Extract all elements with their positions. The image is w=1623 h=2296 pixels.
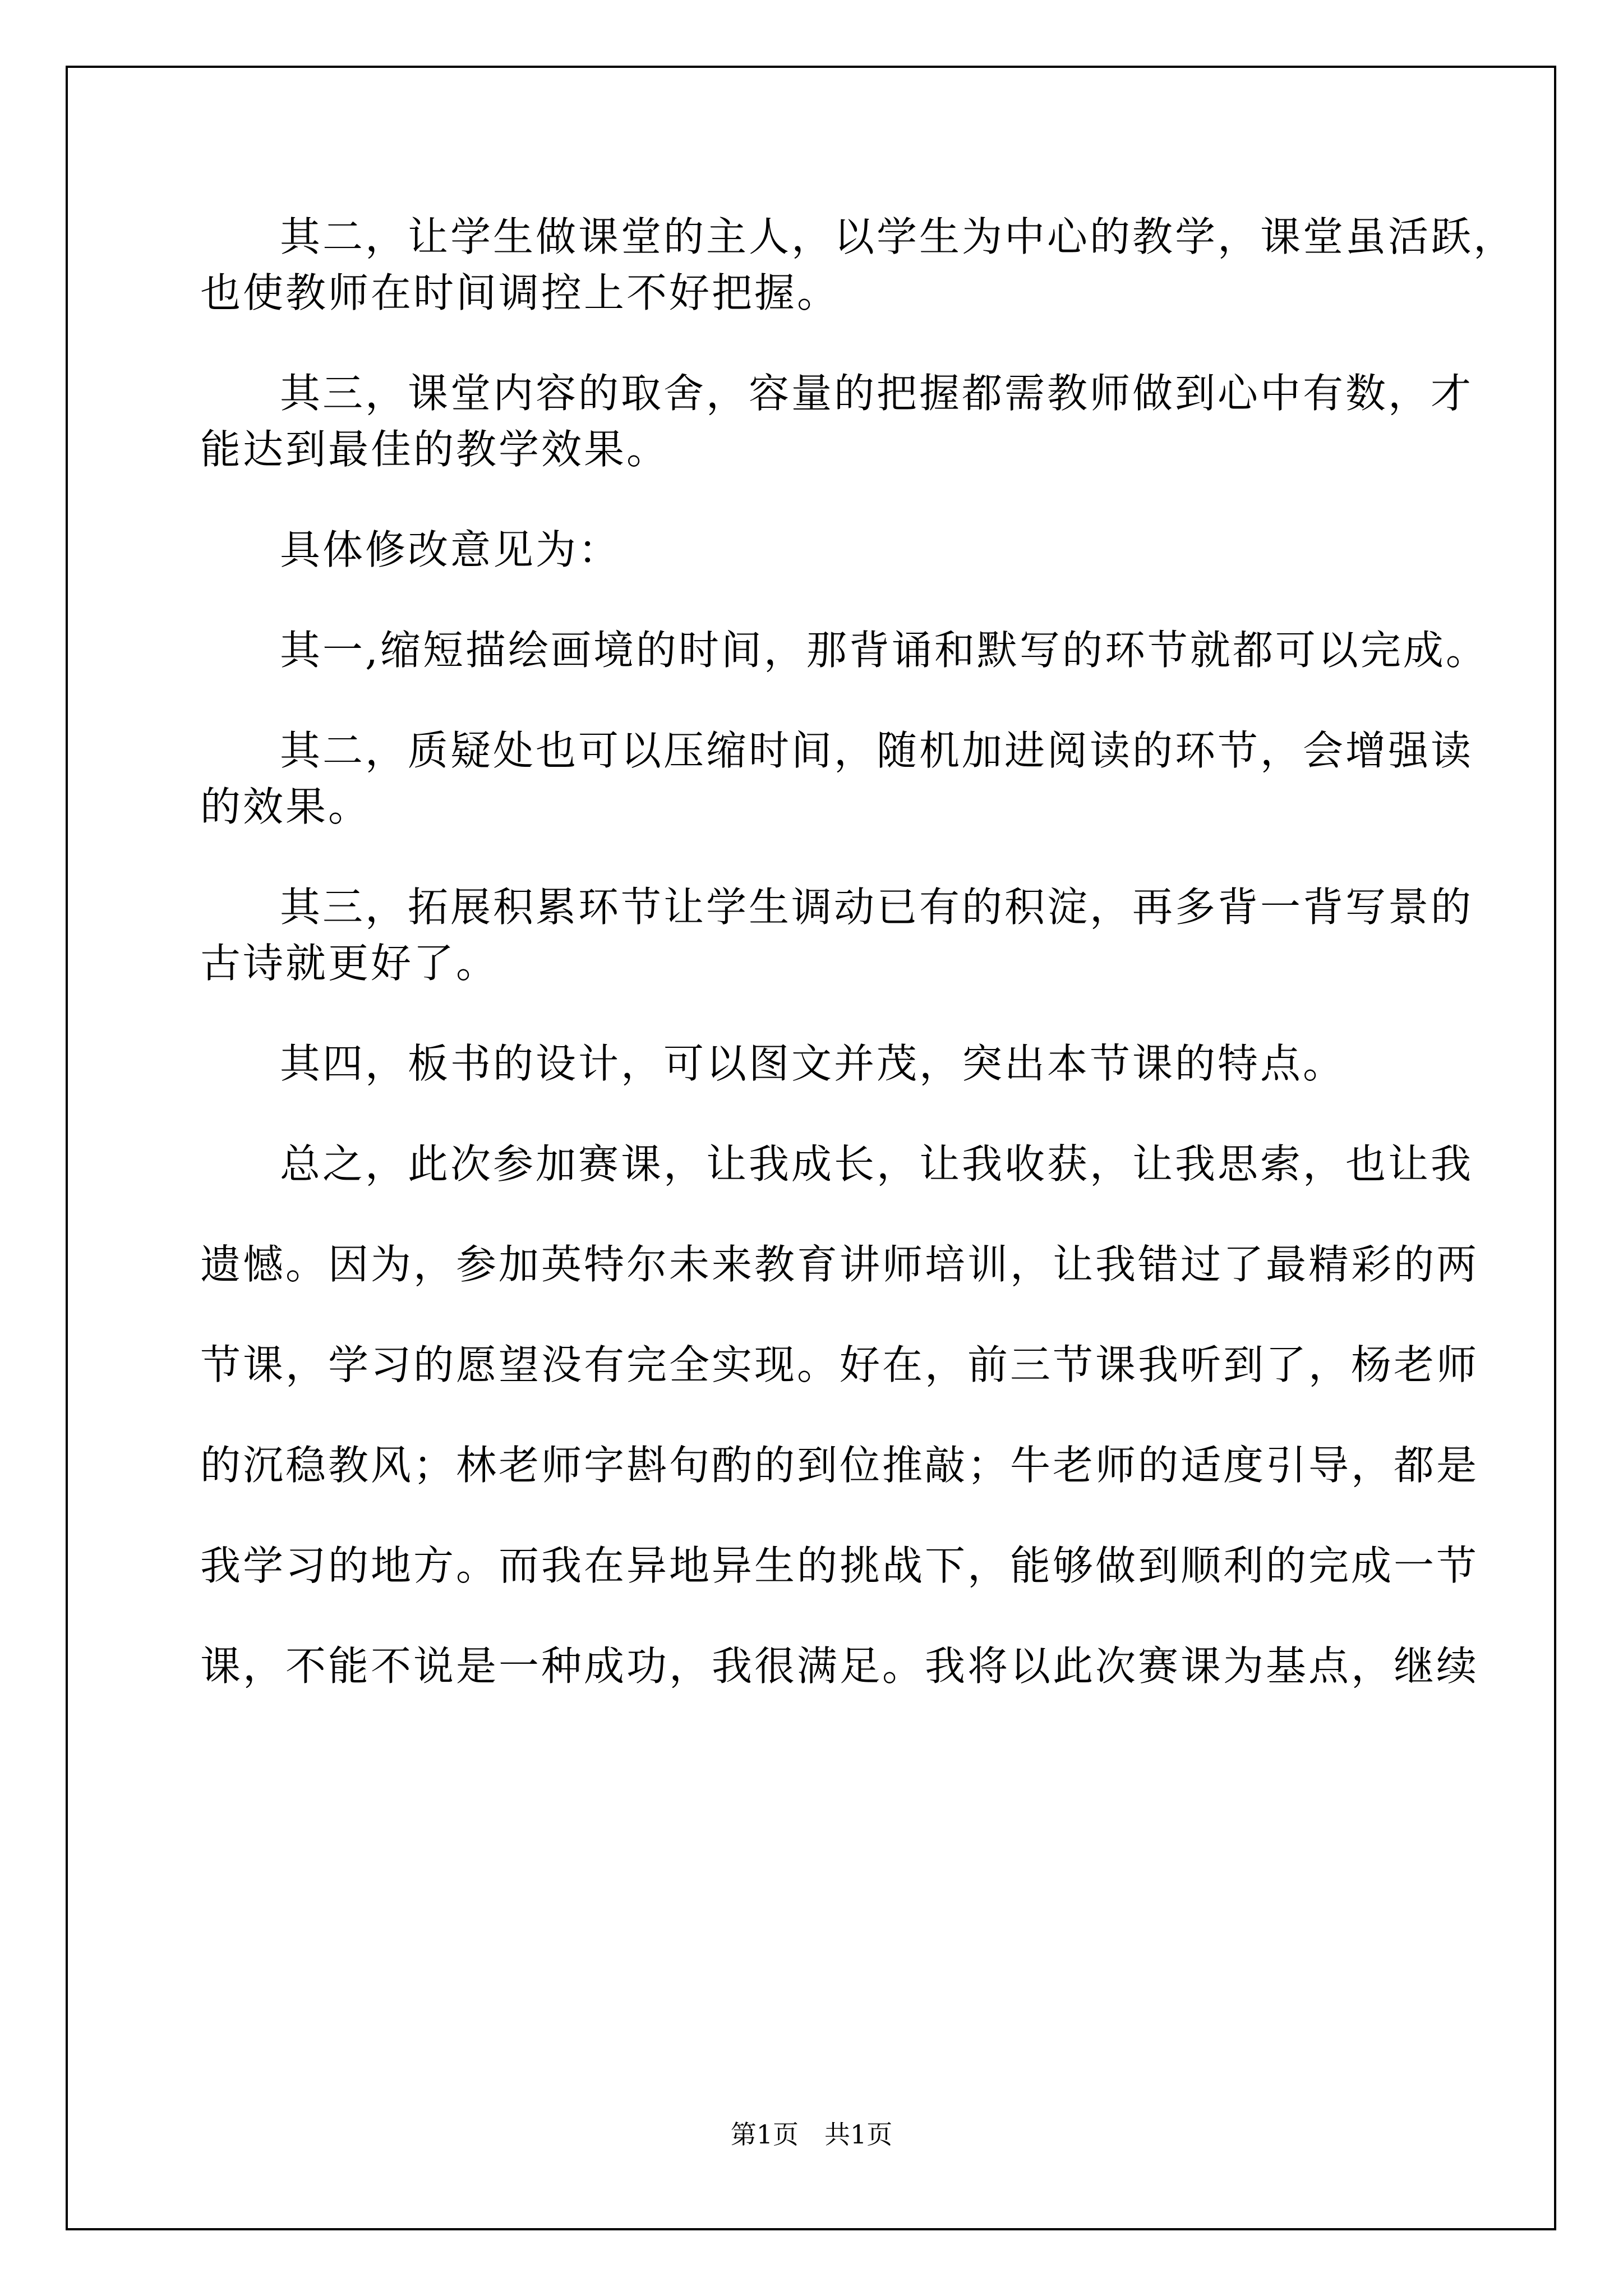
text-line: 其一,缩短描绘画境的时间，那背诵和默写的环节就都可以完成。: [280, 627, 1488, 674]
text-line: 其三，课堂内容的取舍，容量的把握都需教师做到心中有数，才: [280, 370, 1474, 417]
text-line: 的效果。: [200, 783, 371, 830]
text-line: 我学习的地方。而我在异地异生的挑战下，能够做到顺利的完成一节: [200, 1542, 1479, 1589]
text-line: 总之，此次参加赛课，让我成长，让我收获，让我思索，也让我: [280, 1140, 1474, 1188]
text-line: 其二，质疑处也可以压缩时间，随机加进阅读的环节，会增强读: [280, 727, 1474, 774]
text-line: 的沉稳教风；林老师字斟句酌的到位推敲；牛老师的适度引导，都是: [200, 1442, 1479, 1489]
text-line: 遗憾。因为，参加英特尔未来教育讲师培训，让我错过了最精彩的两: [200, 1241, 1479, 1288]
text-line: 课，不能不说是一种成功，我很满足。我将以此次赛课为基点，继续: [200, 1642, 1479, 1690]
text-line: 能达到最佳的教学效果。: [200, 426, 670, 473]
text-line: 也使教师在时间调控上不好把握。: [200, 269, 840, 316]
page-number-footer: 第1页 共1页: [730, 2119, 893, 2150]
text-line: 其二，让学生做课堂的主人，以学生为中心的教学，课堂虽活跃，: [280, 213, 1516, 260]
document-body: [200, 209, 1516, 1694]
text-line: 节课，学习的愿望没有完全实现。好在，前三节课我听到了，杨老师: [200, 1341, 1479, 1388]
text-line: 具体修改意见为：: [280, 526, 621, 573]
text-line: 其三，拓展积累环节让学生调动已有的积淀，再多背一背写景的: [280, 884, 1474, 931]
text-line: 其四，板书的设计，可以图文并茂，突出本节课的特点。: [280, 1040, 1346, 1087]
text-line: 古诗就更好了。: [200, 940, 499, 987]
